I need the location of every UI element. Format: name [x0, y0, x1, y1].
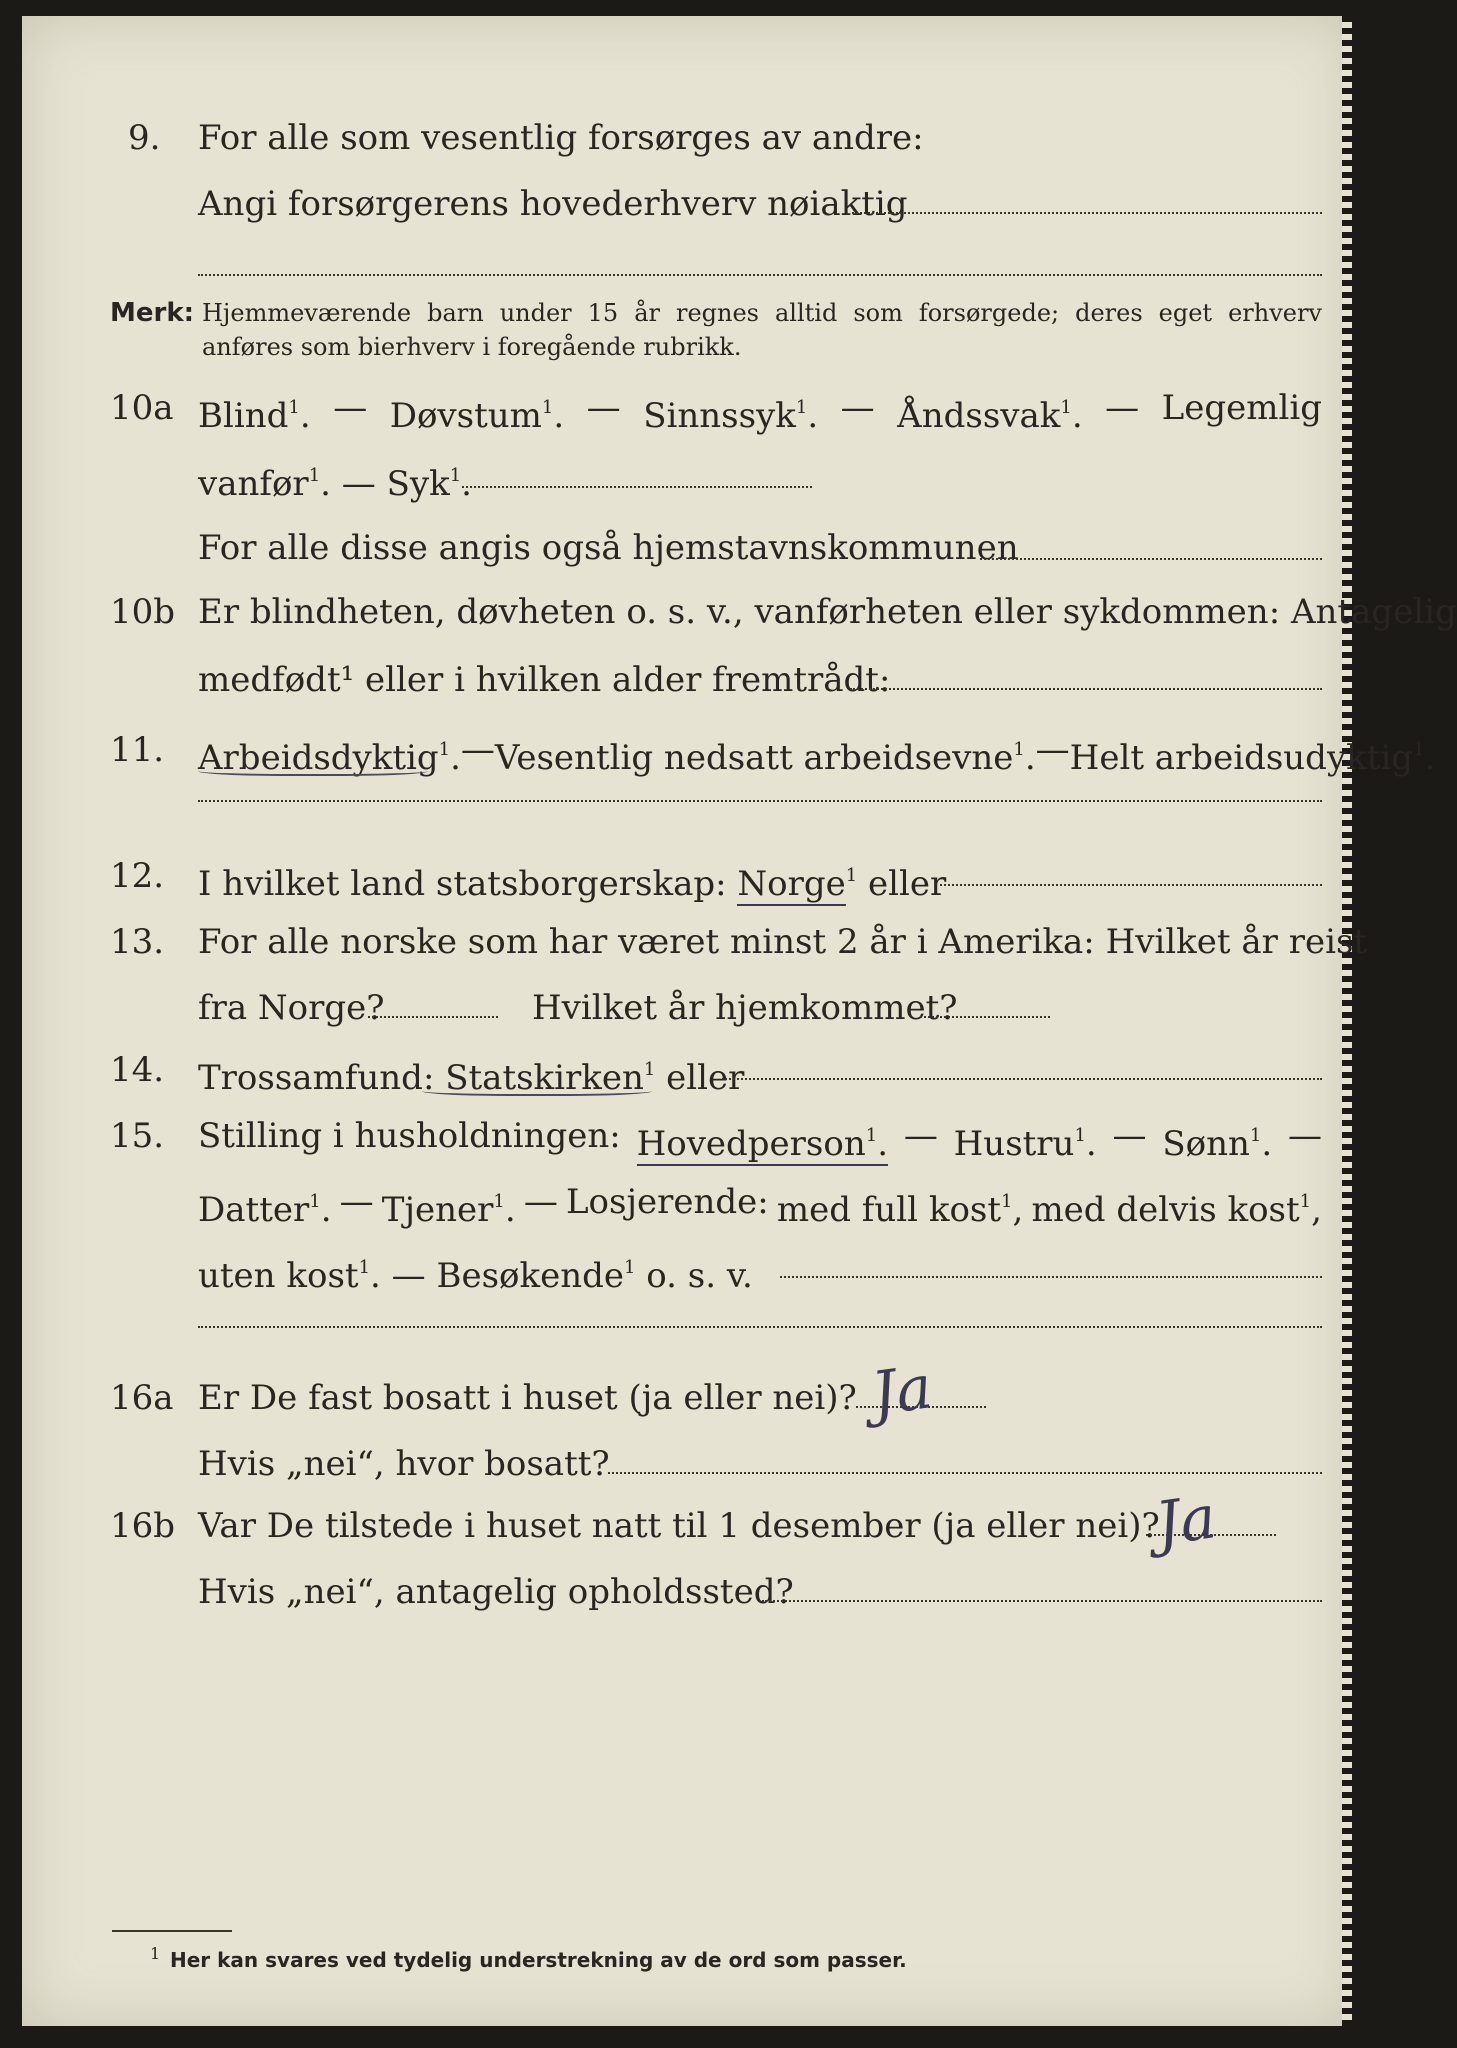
dash: — [903, 1116, 938, 1156]
merk-label: Merk: [110, 298, 195, 328]
dash: — [1035, 730, 1070, 770]
dash: — [1287, 1116, 1322, 1156]
q14-pencil-underline [422, 1084, 652, 1096]
q12-other-country-line[interactable] [940, 884, 1322, 886]
q15-option-tjener[interactable]: Tjener$^1$. [381, 1190, 516, 1230]
q14-question: Trossamfund: Statskirken$^1$ eller [198, 1058, 745, 1098]
q9-occupation-label: Angi forsørgerens hovederhverv nøiaktig [198, 184, 908, 224]
q10a-option-andssvak[interactable]: Åndssvak$^1$. [897, 396, 1083, 436]
q10b-question-line1: Er blindheten, døvheten o. s. v., vanførheten eller sykdommen: Antagelig [198, 592, 1457, 632]
q15-option-full-kost[interactable]: med full kost$^1$, [776, 1190, 1024, 1230]
q9-answer-line[interactable] [852, 212, 1322, 214]
q11-option-nedsatt[interactable]: Vesentlig nedsatt arbeidsevne$^1$. [494, 738, 1036, 778]
q16b-number: 16b [110, 1506, 176, 1546]
q15-option-hovedperson[interactable]: Hovedperson$^1$. [637, 1116, 888, 1166]
dash: — [840, 388, 875, 428]
q15-option-besokende[interactable]: Besøkende$^1$ [436, 1256, 636, 1296]
q16a-question: Er De fast bosatt i huset (ja eller nei)? [198, 1378, 857, 1418]
q15-other-line[interactable] [780, 1276, 1322, 1278]
q10a-option-blind[interactable]: Blind$^1$. [198, 396, 311, 436]
q15-extra-line[interactable] [198, 1326, 1322, 1328]
q10a-options-line2 [198, 456, 472, 504]
dash: — [341, 464, 376, 504]
dash: — [339, 1182, 374, 1222]
q10a-answer-line[interactable] [462, 486, 812, 488]
q10a-option-legemlig[interactable]: Legemlig [1161, 388, 1322, 428]
q12-option-norge[interactable]: Norge [737, 864, 846, 904]
footnote-mark: 1 [150, 1944, 161, 1963]
q15-option-uten-kost[interactable]: uten kost$^1$. [198, 1256, 381, 1296]
q12-question: I hvilket land statsborgerskap: Norge$^1$ eller [198, 864, 947, 904]
q9-extra-line[interactable] [198, 274, 1322, 276]
q15-option-hustru[interactable]: Hustru$^1$. [953, 1124, 1097, 1164]
q13-departure-label: fra Norge? [198, 988, 385, 1028]
q10a-options-line1 [198, 388, 1322, 436]
q12-number: 12. [110, 856, 165, 896]
q11-option-udyktig[interactable]: Helt arbeidsudyktig$^1$. [1069, 738, 1436, 778]
q9-question: For alle som vesentlig forsørges av andre: [198, 118, 924, 158]
q14-other-line[interactable] [722, 1078, 1322, 1080]
q13-return-label: Hvilket år hjemkommet? [532, 988, 958, 1028]
q15-options-line2: Datter$^1$. — Tjener$^1$. — Losjerende: med full kost$^1$, med delvis kost$^1$, [198, 1182, 1322, 1230]
perforated-edge [1342, 16, 1352, 2026]
q16b-whereabouts-label: Hvis „nei“, antagelig opholdssted? [198, 1572, 794, 1612]
q11-extra-line[interactable] [198, 800, 1322, 802]
dash: — [1112, 1116, 1147, 1156]
merk-text-2: anføres som bierhverv i foregående rubrikk. [202, 333, 742, 361]
q11-number: 11. [110, 730, 165, 770]
q16b-whereabouts-line[interactable] [762, 1600, 1322, 1602]
q16b-handwritten-answer[interactable]: Ja [1151, 1482, 1221, 1560]
dash: — [460, 730, 495, 770]
q15-options-line3: uten kost$^1$. — Besøkende$^1$ o. s. v. [198, 1256, 753, 1296]
q10a-home-municipality-label: For alle disse angis også hjemstavnskommunen [198, 528, 1019, 568]
dash: — [523, 1182, 558, 1222]
q15-option-sonn[interactable]: Sønn$^1$. [1162, 1124, 1273, 1164]
q16a-residence-line[interactable] [608, 1472, 1322, 1474]
q10b-number: 10b [110, 592, 176, 632]
dash: — [586, 388, 621, 428]
q14-option-statskirken[interactable]: Statskirken [445, 1058, 644, 1098]
q16b-question: Var De tilstede i huset natt til 1 desember (ja eller nei)? [198, 1506, 1160, 1546]
q11-option-arbeidsdyktig[interactable]: Arbeidsdyktig$^1$. [198, 738, 461, 778]
q14-number: 14. [110, 1050, 165, 1090]
q10a-option-syk[interactable]: Syk$^1$. [386, 464, 472, 504]
q16a-number: 16a [110, 1378, 174, 1418]
q10a-number: 10a [110, 388, 174, 428]
q13-return-line[interactable] [920, 1016, 1050, 1018]
q10a-option-sinnssyk[interactable]: Sinnssyk$^1$. [643, 396, 819, 436]
q15-options-line1: Stilling i husholdningen: Hovedperson$^1$. — Hustru$^1$. — Sønn$^1$. — [198, 1116, 1322, 1164]
q15-option-datter[interactable]: Datter$^1$. [198, 1190, 332, 1230]
q13-number: 13. [110, 922, 165, 962]
q13-question-line1: For alle norske som har været minst 2 år i Amerika: Hvilket år reist [198, 922, 1368, 962]
dash: — [391, 1256, 426, 1296]
q16a-residence-label: Hvis „nei“, hvor bosatt? [198, 1444, 610, 1484]
q10a-option-vanfor[interactable]: vanfør$^1$. [198, 464, 331, 504]
dash: — [333, 388, 368, 428]
q9-number: 9. [128, 118, 161, 158]
q10a-municipality-line[interactable] [980, 558, 1322, 560]
census-form-page [22, 16, 1457, 2026]
q11-pencil-underline [198, 764, 428, 776]
q10b-question-line2: medfødt¹ eller i hvilken alder fremtrådt: [198, 660, 891, 700]
q10a-option-dovstum[interactable]: Døvstum$^1$. [389, 396, 565, 436]
dash: — [1105, 388, 1140, 428]
footnote-text: Her kan svares ved tydelig understrekning av de ord som passer. [170, 1948, 907, 1972]
q15-option-delvis-kost[interactable]: med delvis kost$^1$, [1031, 1190, 1322, 1230]
merk-text-1: Hjemmeværende barn under 15 år regnes alltid som forsørgede; deres eget erhverv [202, 299, 1322, 327]
q15-number: 15. [110, 1116, 165, 1156]
q10b-answer-line[interactable] [850, 688, 1322, 690]
q16a-handwritten-answer[interactable]: Ja [867, 1352, 937, 1430]
q13-departure-line[interactable] [368, 1016, 498, 1018]
footnote-rule [112, 1930, 232, 1932]
